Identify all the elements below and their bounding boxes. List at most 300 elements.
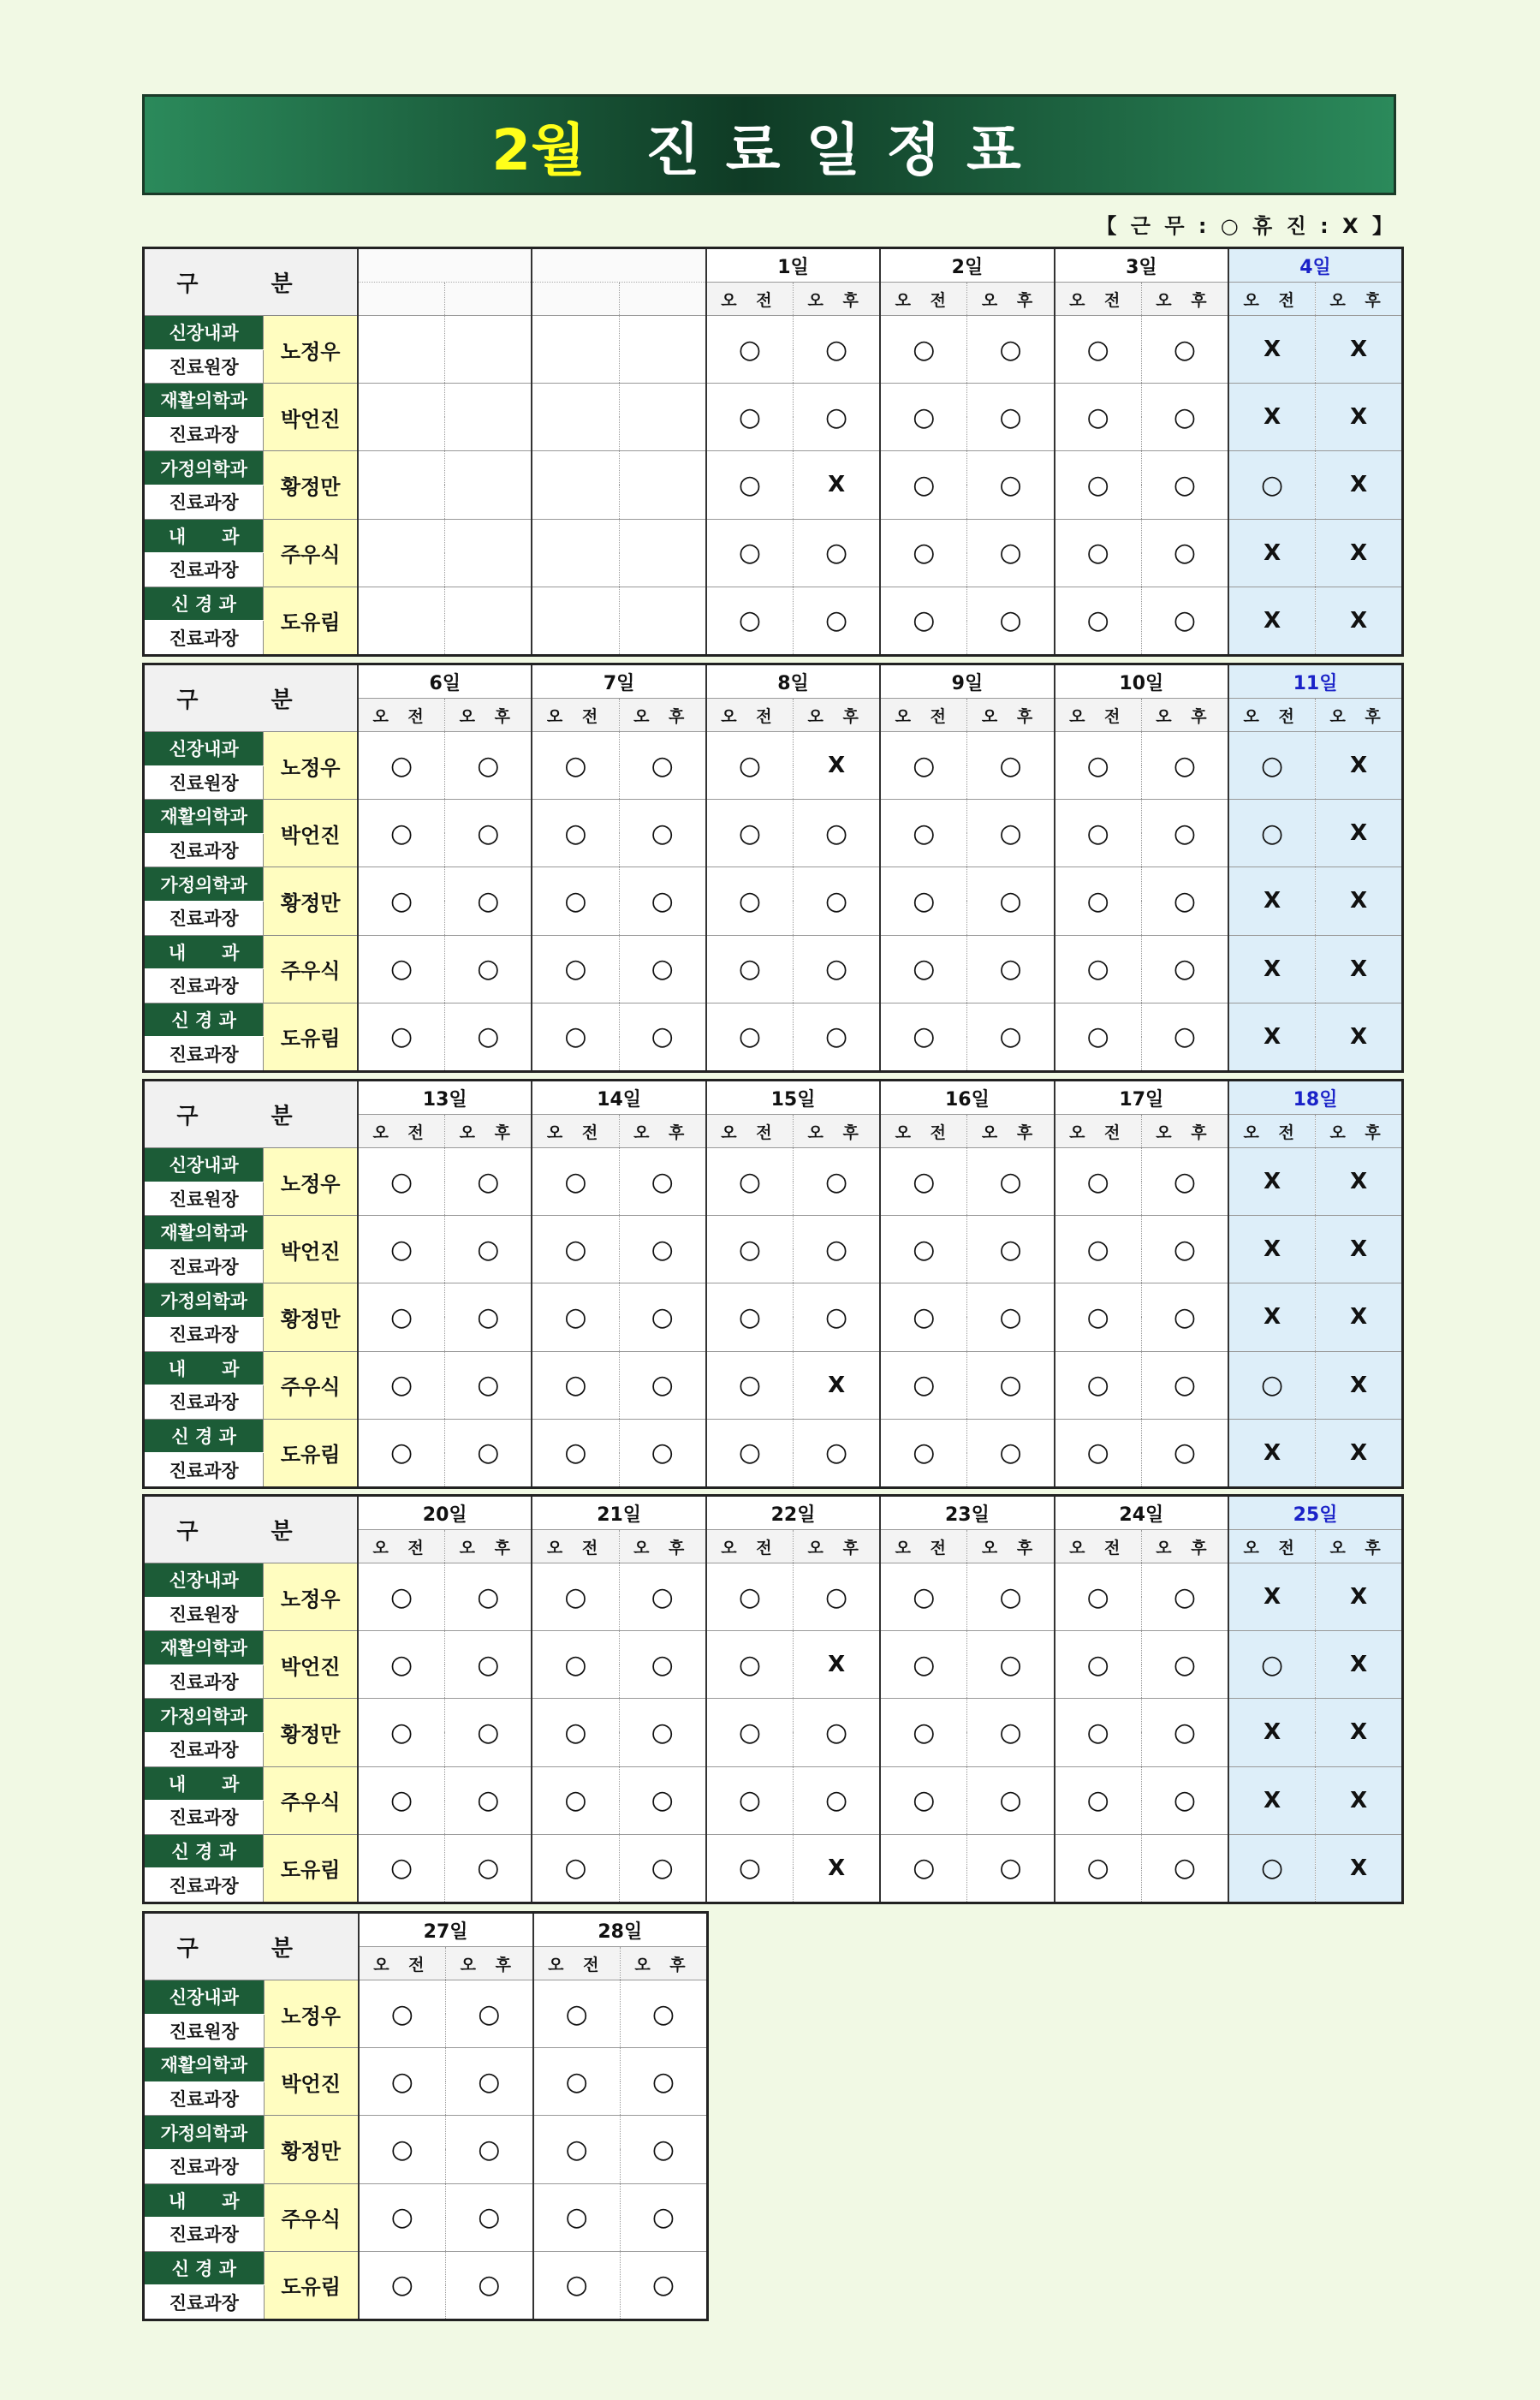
schedule-cell: ○ — [967, 935, 1055, 1003]
doctor-name: 노정우 — [264, 732, 358, 800]
schedule-cell: X — [1316, 1699, 1403, 1766]
department-label: 내 과 — [144, 1351, 264, 1385]
schedule-cell: X — [1316, 1834, 1403, 1903]
schedule-cell: ○ — [880, 1563, 967, 1631]
am-header: 오 전 — [532, 1530, 619, 1563]
day-header: 2일 — [880, 248, 1054, 283]
day-header: 3일 — [1055, 248, 1228, 283]
schedule-cell: ○ — [621, 2183, 708, 2251]
day-header: 23일 — [880, 1496, 1054, 1530]
schedule-cell: X — [1316, 384, 1403, 451]
doctor-name: 박언진 — [264, 384, 358, 451]
schedule-cell: ○ — [1141, 1003, 1228, 1071]
schedule-cell: ○ — [706, 867, 794, 935]
doctor-name: 도유림 — [264, 2251, 359, 2320]
schedule-cell: ○ — [358, 800, 445, 867]
category-header: 구 분 — [144, 1913, 359, 1980]
pm-header: 오 후 — [794, 283, 881, 316]
schedule-cell: ○ — [794, 1766, 881, 1834]
schedule-cell: ○ — [880, 587, 967, 655]
schedule-cell: X — [1228, 867, 1316, 935]
am-header: 오 전 — [706, 1115, 794, 1148]
day-header: 15일 — [706, 1081, 880, 1115]
schedule-cell — [619, 384, 706, 451]
department-label: 신장내과 — [144, 316, 264, 350]
schedule-cell: ○ — [532, 1283, 619, 1351]
schedule-cell: ○ — [967, 800, 1055, 867]
schedule-cell: ○ — [445, 1766, 532, 1834]
am-header — [358, 283, 445, 316]
department-label: 가정의학과 — [144, 1283, 264, 1318]
pm-header: 오 후 — [1316, 1530, 1403, 1563]
day-header: 24일 — [1055, 1496, 1228, 1530]
schedule-cell: X — [1228, 587, 1316, 655]
schedule-cell: ○ — [1141, 1631, 1228, 1699]
category-header: 구 분 — [144, 664, 359, 732]
am-header — [532, 283, 619, 316]
week-table-5 — [142, 1911, 709, 2321]
schedule-cell: ○ — [533, 2048, 621, 2116]
schedule-cell: ○ — [1141, 1283, 1228, 1351]
schedule-cell: ○ — [967, 587, 1055, 655]
doctor-name: 노정우 — [264, 1980, 359, 2048]
schedule-cell: ○ — [1141, 935, 1228, 1003]
doctor-name: 주우식 — [264, 1766, 358, 1834]
schedule-cell: ○ — [621, 2048, 708, 2116]
doctor-name: 도유림 — [264, 1419, 358, 1487]
schedule-cell: ○ — [1055, 1699, 1142, 1766]
doctor-name: 황정만 — [264, 451, 358, 519]
day-header: 1일 — [706, 248, 880, 283]
schedule-cell: ○ — [358, 1631, 445, 1699]
schedule-cell — [358, 519, 445, 587]
schedule-cell: ○ — [706, 519, 794, 587]
schedule-cell: X — [1228, 1563, 1316, 1631]
department-label: 신장내과 — [144, 1980, 265, 2015]
schedule-cell: ○ — [794, 1563, 881, 1631]
schedule-cell: ○ — [445, 732, 532, 800]
day-header: 21일 — [532, 1496, 705, 1530]
doctor-title: 진료과장 — [144, 969, 264, 1003]
schedule-cell: ○ — [1228, 451, 1316, 519]
schedule-cell: X — [794, 1834, 881, 1903]
schedule-cell: ○ — [880, 935, 967, 1003]
doctor-title: 진료과장 — [144, 1801, 264, 1835]
pm-header: 오 후 — [794, 1115, 881, 1148]
schedule-cell: ○ — [445, 1419, 532, 1487]
schedule-cell: ○ — [1055, 1766, 1142, 1834]
schedule-cell: ○ — [532, 800, 619, 867]
schedule-cell: X — [1316, 1283, 1403, 1351]
schedule-cell: ○ — [532, 1699, 619, 1766]
schedule-cell: ○ — [794, 1419, 881, 1487]
schedule-cell: ○ — [1141, 867, 1228, 935]
doctor-title: 진료과장 — [144, 2149, 265, 2183]
schedule-cell: ○ — [794, 1148, 881, 1216]
schedule-cell: X — [1316, 867, 1403, 935]
schedule-cell: ○ — [706, 1283, 794, 1351]
schedule-cell: ○ — [794, 587, 881, 655]
doctor-title: 진료과장 — [144, 553, 264, 587]
day-header: 7일 — [532, 664, 705, 699]
doctor-name: 황정만 — [264, 1283, 358, 1351]
schedule-cell: ○ — [359, 2183, 446, 2251]
schedule-cell: ○ — [1228, 1631, 1316, 1699]
schedule-cell: ○ — [706, 316, 794, 384]
schedule-cell: ○ — [967, 1563, 1055, 1631]
schedule-cell — [532, 451, 619, 519]
schedule-cell: ○ — [1055, 451, 1142, 519]
doctor-name: 박언진 — [264, 1631, 358, 1699]
schedule-cell: ○ — [1228, 732, 1316, 800]
department-label: 신장내과 — [144, 1563, 264, 1598]
schedule-cell: ○ — [706, 800, 794, 867]
schedule-cell: ○ — [880, 1699, 967, 1766]
schedule-cell: ○ — [445, 1283, 532, 1351]
doctor-name: 황정만 — [264, 1699, 358, 1766]
pm-header: 오 후 — [445, 699, 532, 732]
schedule-cell: X — [1316, 1766, 1403, 1834]
schedule-cell: ○ — [619, 1766, 706, 1834]
category-header: 구 분 — [144, 1496, 359, 1563]
schedule-cell: X — [1228, 1003, 1316, 1071]
schedule-cell: ○ — [967, 867, 1055, 935]
schedule-cell: ○ — [1141, 1766, 1228, 1834]
schedule-cell: ○ — [880, 1419, 967, 1487]
department-label: 재활의학과 — [144, 1631, 264, 1665]
pm-header: 오 후 — [621, 1947, 708, 1980]
schedule-cell — [532, 587, 619, 655]
schedule-cell: ○ — [794, 519, 881, 587]
schedule-cell: ○ — [445, 1631, 532, 1699]
day-header: 16일 — [880, 1081, 1054, 1115]
schedule-cell: ○ — [880, 1834, 967, 1903]
schedule-cell: ○ — [1228, 800, 1316, 867]
day-header: 18일 — [1228, 1081, 1402, 1115]
schedule-cell: ○ — [1228, 1351, 1316, 1419]
schedule-cell: ○ — [794, 1003, 881, 1071]
day-header: 14일 — [532, 1081, 705, 1115]
pm-header: 오 후 — [445, 1530, 532, 1563]
schedule-cell: ○ — [446, 2251, 533, 2320]
schedule-cell: ○ — [880, 1216, 967, 1283]
am-header: 오 전 — [533, 1947, 621, 1980]
day-header: 4일 — [1228, 248, 1402, 283]
department-label: 재활의학과 — [144, 384, 264, 418]
doctor-name: 주우식 — [264, 935, 358, 1003]
day-header — [532, 248, 705, 283]
schedule-cell: ○ — [967, 1834, 1055, 1903]
schedule-cell — [445, 519, 532, 587]
schedule-cell: ○ — [1141, 1834, 1228, 1903]
department-label: 내 과 — [144, 1766, 264, 1801]
schedule-cell: ○ — [967, 1283, 1055, 1351]
doctor-name: 도유림 — [264, 587, 358, 655]
schedule-cell: X — [1316, 732, 1403, 800]
schedule-cell: ○ — [532, 1351, 619, 1419]
department-label: 신장내과 — [144, 1148, 264, 1182]
schedule-cell: ○ — [532, 1419, 619, 1487]
schedule-cell — [445, 451, 532, 519]
doctor-name: 노정우 — [264, 1148, 358, 1216]
am-header: 오 전 — [358, 1115, 445, 1148]
pm-header: 오 후 — [619, 699, 706, 732]
pm-header: 오 후 — [1316, 1115, 1403, 1148]
schedule-cell: ○ — [532, 1148, 619, 1216]
schedule-cell — [445, 384, 532, 451]
schedule-cell: ○ — [794, 1699, 881, 1766]
am-header: 오 전 — [1228, 699, 1316, 732]
schedule-cell: ○ — [619, 1699, 706, 1766]
schedule-cell: ○ — [1055, 316, 1142, 384]
doctor-title: 진료과장 — [144, 1037, 264, 1072]
schedule-cell: X — [1316, 935, 1403, 1003]
schedule-cell: ○ — [532, 1766, 619, 1834]
schedule-cell: ○ — [706, 1631, 794, 1699]
department-label: 신장내과 — [144, 732, 264, 766]
schedule-cell: ○ — [706, 1351, 794, 1419]
schedule-cell: ○ — [1141, 732, 1228, 800]
pm-header: 오 후 — [446, 1947, 533, 1980]
schedule-cell: ○ — [967, 1766, 1055, 1834]
schedule-cell: ○ — [706, 384, 794, 451]
schedule-cell: ○ — [446, 2116, 533, 2183]
schedule-cell: ○ — [1055, 1283, 1142, 1351]
schedule-cell: ○ — [358, 1283, 445, 1351]
department-label: 신 경 과 — [144, 587, 264, 621]
schedule-cell: ○ — [967, 1419, 1055, 1487]
schedule-cell: X — [1316, 1216, 1403, 1283]
department-label: 가정의학과 — [144, 867, 264, 902]
title-month: 2월 — [491, 116, 586, 183]
schedule-cell: X — [1228, 1283, 1316, 1351]
schedule-cell: ○ — [794, 1216, 881, 1283]
doctor-title: 진료과장 — [144, 1732, 264, 1766]
schedule-cell: ○ — [619, 1419, 706, 1487]
pm-header: 오 후 — [445, 1115, 532, 1148]
category-header: 구 분 — [144, 1081, 359, 1148]
doctor-title: 진료원장 — [144, 765, 264, 800]
schedule-cell: ○ — [445, 1003, 532, 1071]
pm-header: 오 후 — [1141, 1530, 1228, 1563]
department-label: 재활의학과 — [144, 1216, 264, 1250]
schedule-cell: X — [794, 451, 881, 519]
schedule-cell: ○ — [1141, 384, 1228, 451]
schedule-cell: ○ — [880, 1003, 967, 1071]
schedule-cell: X — [1316, 519, 1403, 587]
day-header: 6일 — [358, 664, 532, 699]
schedule-cell: ○ — [621, 2116, 708, 2183]
am-header: 오 전 — [358, 1530, 445, 1563]
schedule-cell: ○ — [967, 316, 1055, 384]
schedule-cell: ○ — [619, 1563, 706, 1631]
pm-header: 오 후 — [1141, 1115, 1228, 1148]
doctor-name: 박언진 — [264, 800, 358, 867]
schedule-cell: ○ — [619, 1148, 706, 1216]
department-label: 가정의학과 — [144, 1699, 264, 1733]
am-header: 오 전 — [1055, 699, 1142, 732]
schedule-cell: ○ — [532, 1216, 619, 1283]
schedule-cell: ○ — [532, 1834, 619, 1903]
schedule-cell: ○ — [358, 1563, 445, 1631]
schedule-cell: ○ — [880, 519, 967, 587]
schedule-cell: X — [1228, 1766, 1316, 1834]
schedule-cell: ○ — [967, 519, 1055, 587]
schedule-cell — [532, 316, 619, 384]
week-table-4 — [142, 1494, 1404, 1904]
schedule-cell: ○ — [446, 2048, 533, 2116]
department-label: 가정의학과 — [144, 2116, 265, 2150]
schedule-cell: ○ — [794, 384, 881, 451]
doctor-title: 진료원장 — [144, 1597, 264, 1631]
department-label: 내 과 — [144, 935, 264, 969]
schedule-cell: ○ — [967, 451, 1055, 519]
schedule-cell: X — [1228, 1148, 1316, 1216]
schedule-cell: ○ — [619, 800, 706, 867]
schedule-cell: X — [1316, 451, 1403, 519]
schedule-cell: ○ — [880, 800, 967, 867]
am-header: 오 전 — [532, 699, 619, 732]
week-table-3 — [142, 1079, 1404, 1489]
doctor-name: 노정우 — [264, 316, 358, 384]
schedule-cell: ○ — [358, 867, 445, 935]
doctor-name: 주우식 — [264, 2183, 359, 2251]
schedule-cell — [619, 451, 706, 519]
schedule-cell: ○ — [967, 732, 1055, 800]
pm-header: 오 후 — [619, 1530, 706, 1563]
day-header: 25일 — [1228, 1496, 1402, 1530]
schedule-cell: ○ — [880, 1351, 967, 1419]
day-header: 17일 — [1055, 1081, 1228, 1115]
schedule-cell: ○ — [358, 1699, 445, 1766]
doctor-title: 진료과장 — [144, 1665, 264, 1699]
am-header: 오 전 — [532, 1115, 619, 1148]
schedule-cell: ○ — [358, 1351, 445, 1419]
pm-header: 오 후 — [794, 699, 881, 732]
schedule-cell: ○ — [706, 1148, 794, 1216]
schedule-cell: ○ — [1141, 587, 1228, 655]
schedule-cell: ○ — [358, 935, 445, 1003]
schedule-cell: ○ — [967, 384, 1055, 451]
schedule-cell: ○ — [532, 867, 619, 935]
schedule-cell: ○ — [619, 1834, 706, 1903]
schedule-cell: X — [1316, 1148, 1403, 1216]
am-header: 오 전 — [880, 1530, 967, 1563]
schedule-cell: ○ — [445, 867, 532, 935]
schedule-cell: ○ — [621, 1980, 708, 2048]
schedule-cell: ○ — [358, 1003, 445, 1071]
title-banner — [142, 94, 1396, 195]
schedule-cell: X — [1228, 316, 1316, 384]
schedule-cell: ○ — [619, 1351, 706, 1419]
schedule-cell: ○ — [532, 1003, 619, 1071]
schedule-cell: ○ — [1141, 316, 1228, 384]
schedule-cell: ○ — [532, 1631, 619, 1699]
schedule-cell: ○ — [445, 800, 532, 867]
schedule-cell: ○ — [794, 1283, 881, 1351]
schedule-cell — [619, 587, 706, 655]
schedule-cell: ○ — [446, 2183, 533, 2251]
schedule-cell: ○ — [1141, 1419, 1228, 1487]
schedule-cell: ○ — [794, 867, 881, 935]
schedule-cell: ○ — [532, 732, 619, 800]
doctor-name: 도유림 — [264, 1003, 358, 1071]
schedule-cell: ○ — [967, 1351, 1055, 1419]
schedule-cell: X — [1228, 1699, 1316, 1766]
pm-header: 오 후 — [1316, 283, 1403, 316]
schedule-cell: ○ — [445, 1699, 532, 1766]
department-label: 내 과 — [144, 519, 264, 553]
doctor-name: 주우식 — [264, 1351, 358, 1419]
schedule-cell: ○ — [446, 1980, 533, 2048]
schedule-cell: ○ — [1055, 732, 1142, 800]
schedule-cell: ○ — [706, 451, 794, 519]
schedule-cell: ○ — [619, 732, 706, 800]
doctor-title: 진료과장 — [144, 485, 264, 519]
schedule-cell: ○ — [1055, 1834, 1142, 1903]
day-header — [358, 248, 532, 283]
schedule-cell: ○ — [1055, 1216, 1142, 1283]
schedule-cell — [358, 451, 445, 519]
schedule-cell: ○ — [621, 2251, 708, 2320]
schedule-cell: ○ — [1055, 1563, 1142, 1631]
schedule-cell: ○ — [880, 1766, 967, 1834]
schedule-cell: ○ — [1141, 519, 1228, 587]
doctor-title: 진료과장 — [144, 1453, 264, 1488]
schedule-cell: ○ — [358, 1148, 445, 1216]
pm-header: 오 후 — [619, 1115, 706, 1148]
schedule-cell: X — [1316, 800, 1403, 867]
schedule-cell — [358, 384, 445, 451]
schedule-cell: ○ — [1055, 1003, 1142, 1071]
am-header: 오 전 — [880, 1115, 967, 1148]
category-header: 구 분 — [144, 248, 359, 316]
pm-header: 오 후 — [967, 1530, 1055, 1563]
week-table-2 — [142, 663, 1404, 1073]
schedule-cell: ○ — [794, 935, 881, 1003]
am-header: 오 전 — [706, 1530, 794, 1563]
schedule-cell: ○ — [619, 1631, 706, 1699]
schedule-cell: ○ — [880, 732, 967, 800]
schedule-cell: ○ — [1141, 451, 1228, 519]
schedule-cell: ○ — [706, 1766, 794, 1834]
schedule-cell: ○ — [1141, 1699, 1228, 1766]
am-header: 오 전 — [359, 1947, 446, 1980]
pm-header: 오 후 — [794, 1530, 881, 1563]
schedule-cell: ○ — [967, 1699, 1055, 1766]
pm-header — [619, 283, 706, 316]
schedule-cell: ○ — [967, 1216, 1055, 1283]
pm-header: 오 후 — [967, 699, 1055, 732]
schedule-cell: ○ — [533, 2183, 621, 2251]
schedule-cell: ○ — [794, 800, 881, 867]
schedule-cell: ○ — [1055, 1148, 1142, 1216]
day-header: 28일 — [533, 1913, 708, 1947]
day-header: 8일 — [706, 664, 880, 699]
schedule-cell: ○ — [880, 384, 967, 451]
schedule-cell: X — [1316, 1419, 1403, 1487]
schedule-cell: ○ — [1055, 519, 1142, 587]
schedule-cell: ○ — [967, 1003, 1055, 1071]
day-header: 10일 — [1055, 664, 1228, 699]
schedule-cell: X — [794, 732, 881, 800]
schedule-cell: X — [1316, 1563, 1403, 1631]
doctor-title: 진료과장 — [144, 417, 264, 451]
doctor-title: 진료과장 — [144, 2081, 265, 2116]
schedule-cell: ○ — [1055, 800, 1142, 867]
doctor-name: 황정만 — [264, 867, 358, 935]
schedule-cell: X — [1316, 587, 1403, 655]
